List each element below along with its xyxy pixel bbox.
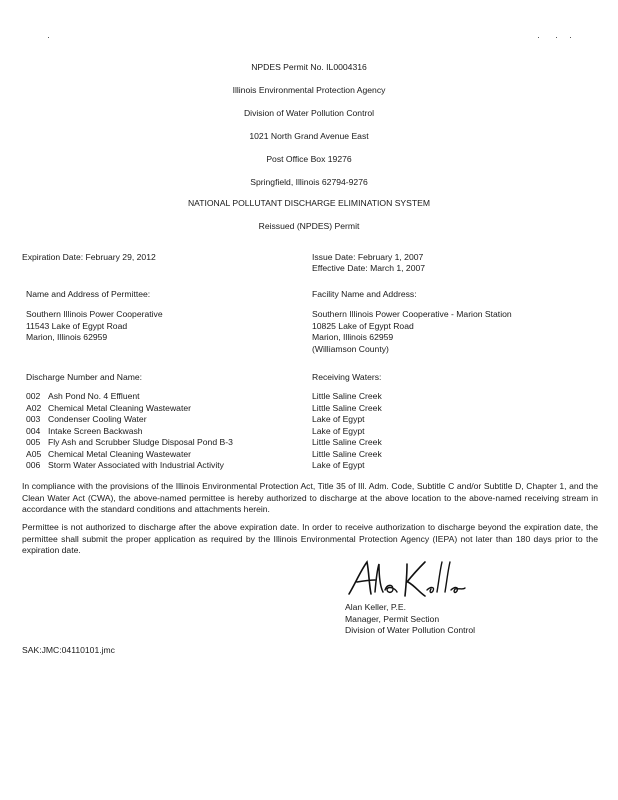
authorization-paragraph: Permittee is not authorized to discharge after the above expiration date. In order to receive authorization to discharge beyond the expiration date, the permittee shall submit the proper application as required by the Illinois Environmental Protection Agency (IEPA) not later than 180 days prior to the expiration date.	[22, 522, 598, 555]
permittee-line: Marion, Illinois 62959	[26, 332, 108, 342]
scan-speck	[556, 37, 557, 38]
discharge-code: 005	[26, 437, 41, 447]
scan-speck	[570, 37, 571, 38]
discharge-list	[26, 391, 233, 472]
discharge-row	[26, 403, 233, 415]
receiving-heading: Receiving Waters:	[312, 372, 382, 382]
discharge-row	[26, 449, 233, 461]
file-reference: SAK:JMC:04110101.jmc	[22, 645, 115, 655]
discharge-row	[26, 460, 233, 472]
discharge-code: A05	[26, 448, 42, 459]
discharge-row	[26, 437, 233, 449]
city-state-zip: Springfield, Illinois 62794-9276	[250, 177, 368, 187]
signer-name: Alan Keller, P.E.	[345, 602, 406, 612]
effective-date: Effective Date: March 1, 2007	[312, 263, 426, 273]
division-name: Division of Water Pollution Control	[243, 108, 375, 118]
discharge-row	[26, 426, 233, 438]
system-title: NATIONAL POLLUTANT DISCHARGE ELIMINATION SYSTEM	[187, 198, 431, 208]
discharge-heading: Discharge Number and Name:	[26, 372, 143, 382]
scan-speck	[48, 37, 49, 38]
expiration-date: Expiration Date: February 29, 2012	[22, 252, 156, 262]
discharge-name: Chemical Metal Cleaning Wastewater	[48, 448, 191, 459]
discharge-name: Fly Ash and Scrubber Sludge Disposal Pond B-3	[48, 437, 233, 447]
signer-title: Manager, Permit Section	[345, 613, 440, 624]
issue-date: Issue Date: February 1, 2007	[312, 252, 424, 262]
signer-division: Division of Water Pollution Control	[345, 625, 476, 635]
agency-name: Illinois Environmental Protection Agency	[232, 85, 386, 95]
permittee-heading: Name and Address of Permittee:	[26, 289, 151, 299]
discharge-row	[26, 391, 233, 403]
discharge-row	[26, 414, 233, 426]
permit-number: NPDES Permit No. IL0004316	[251, 62, 367, 72]
facility-line: 10825 Lake of Egypt Road	[312, 320, 414, 331]
discharge-name: Chemical Metal Cleaning Wastewater	[48, 402, 191, 413]
receiving-water: Little Saline Creek	[312, 448, 382, 459]
permittee-line: Southern Illinois Power Cooperative	[26, 309, 163, 319]
discharge-code: 002	[26, 391, 41, 401]
discharge-name: Ash Pond No. 4 Effluent	[48, 391, 140, 401]
compliance-paragraph: In compliance with the provisions of the Illinois Environmental Protection Act, Title 35 of Ill. Adm. Code, Subtitle C and/or Subtitle D, Chapter 1, and the Clean Water Act (CWA), the above-named permittee is hereby authorized to discharge at the above location to the above-named receiving stream in accordance with the standard conditions and attachments herein.	[22, 481, 598, 514]
facility-heading: Facility Name and Address:	[312, 289, 417, 299]
permit-type: Reissued (NPDES) Permit	[258, 221, 360, 231]
facility-line: Marion, Illinois 62959	[312, 332, 394, 342]
discharge-code: 004	[26, 425, 41, 436]
facility-address	[312, 309, 512, 355]
receiving-water: Little Saline Creek	[312, 437, 382, 447]
receiving-water: Lake of Egypt	[312, 460, 365, 470]
discharge-name: Condenser Cooling Water	[48, 414, 147, 424]
permittee-address	[26, 309, 163, 344]
discharge-code: 006	[26, 460, 41, 470]
po-box: Post Office Box 19276	[266, 154, 352, 164]
receiving-water: Little Saline Creek	[312, 391, 382, 401]
facility-line: (Williamson County)	[312, 343, 389, 354]
discharge-name: Intake Screen Backwash	[48, 425, 143, 436]
street-address: 1021 North Grand Avenue East	[249, 131, 369, 141]
permittee-line: 11543 Lake of Egypt Road	[26, 320, 128, 331]
discharge-name: Storm Water Associated with Industrial Activity	[48, 460, 224, 470]
discharge-code: A02	[26, 402, 42, 413]
facility-line: Southern Illinois Power Cooperative - Marion Station	[312, 309, 512, 319]
receiving-water: Little Saline Creek	[312, 402, 382, 413]
receiving-list	[312, 391, 382, 472]
discharge-code: 003	[26, 414, 41, 424]
signature-block	[345, 602, 475, 637]
receiving-water: Lake of Egypt	[312, 414, 365, 424]
scan-speck	[538, 37, 539, 38]
receiving-water: Lake of Egypt	[312, 425, 365, 436]
handwritten-signature	[345, 556, 470, 604]
